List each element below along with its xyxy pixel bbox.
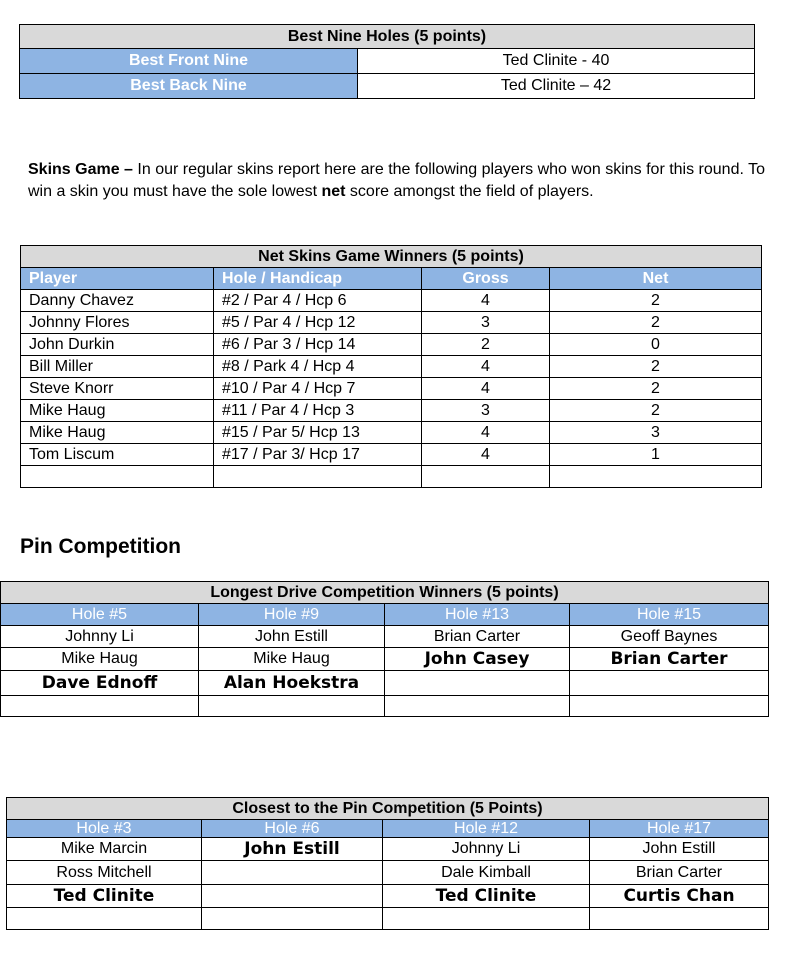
best-front-nine-value: Ted Clinite - 40 <box>358 49 755 74</box>
table-cell: 4 <box>422 290 550 312</box>
skins-text-1: In our regular skins report here are the following players who won skins for this round. To win a skin you must have the sole lowest <box>28 161 765 200</box>
column-header: Net <box>550 268 762 290</box>
table-cell: 4 <box>422 356 550 378</box>
table-cell <box>422 466 550 488</box>
table-cell: #5 / Par 4 / Hcp 12 <box>214 312 422 334</box>
table-cell: 3 <box>422 312 550 334</box>
winner-cell: Johnny Li <box>1 626 199 648</box>
winner-cell: Brian Carter <box>590 861 769 885</box>
table-row <box>7 908 769 930</box>
winner-cell <box>1 696 199 717</box>
winner-cell <box>570 671 769 696</box>
table-row <box>21 466 762 488</box>
table-cell: 4 <box>422 422 550 444</box>
winner-cell <box>202 885 383 908</box>
best-back-nine-label: Best Back Nine <box>20 74 358 99</box>
winner-cell: John Casey <box>385 648 570 671</box>
winner-cell <box>202 908 383 930</box>
table-cell: Johnny Flores <box>21 312 214 334</box>
best-back-nine-value: Ted Clinite – 42 <box>358 74 755 99</box>
skins-emph: net <box>321 183 346 200</box>
table-row <box>21 444 762 466</box>
winner-cell <box>590 908 769 930</box>
table-row <box>21 290 762 312</box>
winner-cell: Ted Clinite <box>383 885 590 908</box>
table-cell: #2 / Par 4 / Hcp 6 <box>214 290 422 312</box>
table-cell: John Durkin <box>21 334 214 356</box>
winner-cell: Curtis Chan <box>590 885 769 908</box>
hole-header: Hole #12 <box>383 820 590 838</box>
table-cell: 4 <box>422 444 550 466</box>
winner-cell: Alan Hoekstra <box>199 671 385 696</box>
table-cell: 3 <box>422 400 550 422</box>
table-cell: #15 / Par 5/ Hcp 13 <box>214 422 422 444</box>
winner-cell: Mike Haug <box>199 648 385 671</box>
best-nine-table <box>19 24 755 99</box>
winner-cell: Mike Marcin <box>7 838 202 861</box>
table-cell: 2 <box>550 356 762 378</box>
winner-cell: John Estill <box>199 626 385 648</box>
winner-cell: Dale Kimball <box>383 861 590 885</box>
winner-cell: John Estill <box>202 838 383 861</box>
pin-competition-heading: Pin Competition <box>20 535 181 558</box>
table-cell: Bill Miller <box>21 356 214 378</box>
column-header: Player <box>21 268 214 290</box>
table-cell: Steve Knorr <box>21 378 214 400</box>
winner-cell <box>385 671 570 696</box>
table-row <box>21 312 762 334</box>
hole-header: Hole #6 <box>202 820 383 838</box>
table-cell: 2 <box>550 378 762 400</box>
hole-header: Hole #15 <box>570 604 769 626</box>
winner-cell: Brian Carter <box>570 648 769 671</box>
net-skins-table <box>20 245 762 488</box>
winner-cell <box>570 696 769 717</box>
table-row <box>21 356 762 378</box>
closest-pin-table <box>6 797 769 930</box>
winner-cell: Geoff Baynes <box>570 626 769 648</box>
table-cell: #6 / Par 3 / Hcp 14 <box>214 334 422 356</box>
table-row <box>21 334 762 356</box>
table-cell: #10 / Par 4 / Hcp 7 <box>214 378 422 400</box>
table-row <box>21 378 762 400</box>
best-nine-title: Best Nine Holes (5 points) <box>20 25 755 49</box>
table-cell <box>214 466 422 488</box>
table-cell <box>550 466 762 488</box>
hole-header: Hole #3 <box>7 820 202 838</box>
table-cell: 2 <box>550 290 762 312</box>
column-header: Hole / Handicap <box>214 268 422 290</box>
winner-cell: Ross Mitchell <box>7 861 202 885</box>
winner-cell: Ted Clinite <box>7 885 202 908</box>
table-cell: Mike Haug <box>21 422 214 444</box>
winner-cell: John Estill <box>590 838 769 861</box>
table-cell: 0 <box>550 334 762 356</box>
table-row <box>1 696 769 717</box>
winner-cell: Johnny Li <box>383 838 590 861</box>
table-row <box>7 861 769 885</box>
longest-drive-title: Longest Drive Competition Winners (5 points) <box>1 582 769 604</box>
net-skins-title: Net Skins Game Winners (5 points) <box>21 246 762 268</box>
table-cell: 4 <box>422 378 550 400</box>
winner-cell <box>383 908 590 930</box>
skins-lead: Skins Game – <box>28 161 133 178</box>
longest-drive-table <box>0 581 769 717</box>
table-cell: Mike Haug <box>21 400 214 422</box>
table-cell: #11 / Par 4 / Hcp 3 <box>214 400 422 422</box>
table-cell: Danny Chavez <box>21 290 214 312</box>
table-row <box>1 671 769 696</box>
table-cell: 3 <box>550 422 762 444</box>
winner-cell <box>199 696 385 717</box>
winner-cell <box>385 696 570 717</box>
table-row <box>21 400 762 422</box>
winner-cell: Mike Haug <box>1 648 199 671</box>
winner-cell: Brian Carter <box>385 626 570 648</box>
skins-text-2: score amongst the field of players. <box>345 183 594 200</box>
winner-cell: Dave Ednoff <box>1 671 199 696</box>
table-row <box>7 885 769 908</box>
table-cell: 2 <box>550 400 762 422</box>
hole-header: Hole #13 <box>385 604 570 626</box>
winner-cell <box>202 861 383 885</box>
table-cell: 2 <box>422 334 550 356</box>
table-cell: 1 <box>550 444 762 466</box>
table-row <box>7 838 769 861</box>
table-row <box>1 626 769 648</box>
table-cell <box>21 466 214 488</box>
table-cell: Tom Liscum <box>21 444 214 466</box>
table-row <box>21 422 762 444</box>
skins-description <box>28 159 788 203</box>
table-cell: #8 / Park 4 / Hcp 4 <box>214 356 422 378</box>
table-cell: #17 / Par 3/ Hcp 17 <box>214 444 422 466</box>
winner-cell <box>7 908 202 930</box>
column-header: Gross <box>422 268 550 290</box>
hole-header: Hole #17 <box>590 820 769 838</box>
closest-pin-title: Closest to the Pin Competition (5 Points) <box>7 798 769 820</box>
hole-header: Hole #5 <box>1 604 199 626</box>
table-cell: 2 <box>550 312 762 334</box>
best-front-nine-label: Best Front Nine <box>20 49 358 74</box>
hole-header: Hole #9 <box>199 604 385 626</box>
table-row <box>1 648 769 671</box>
